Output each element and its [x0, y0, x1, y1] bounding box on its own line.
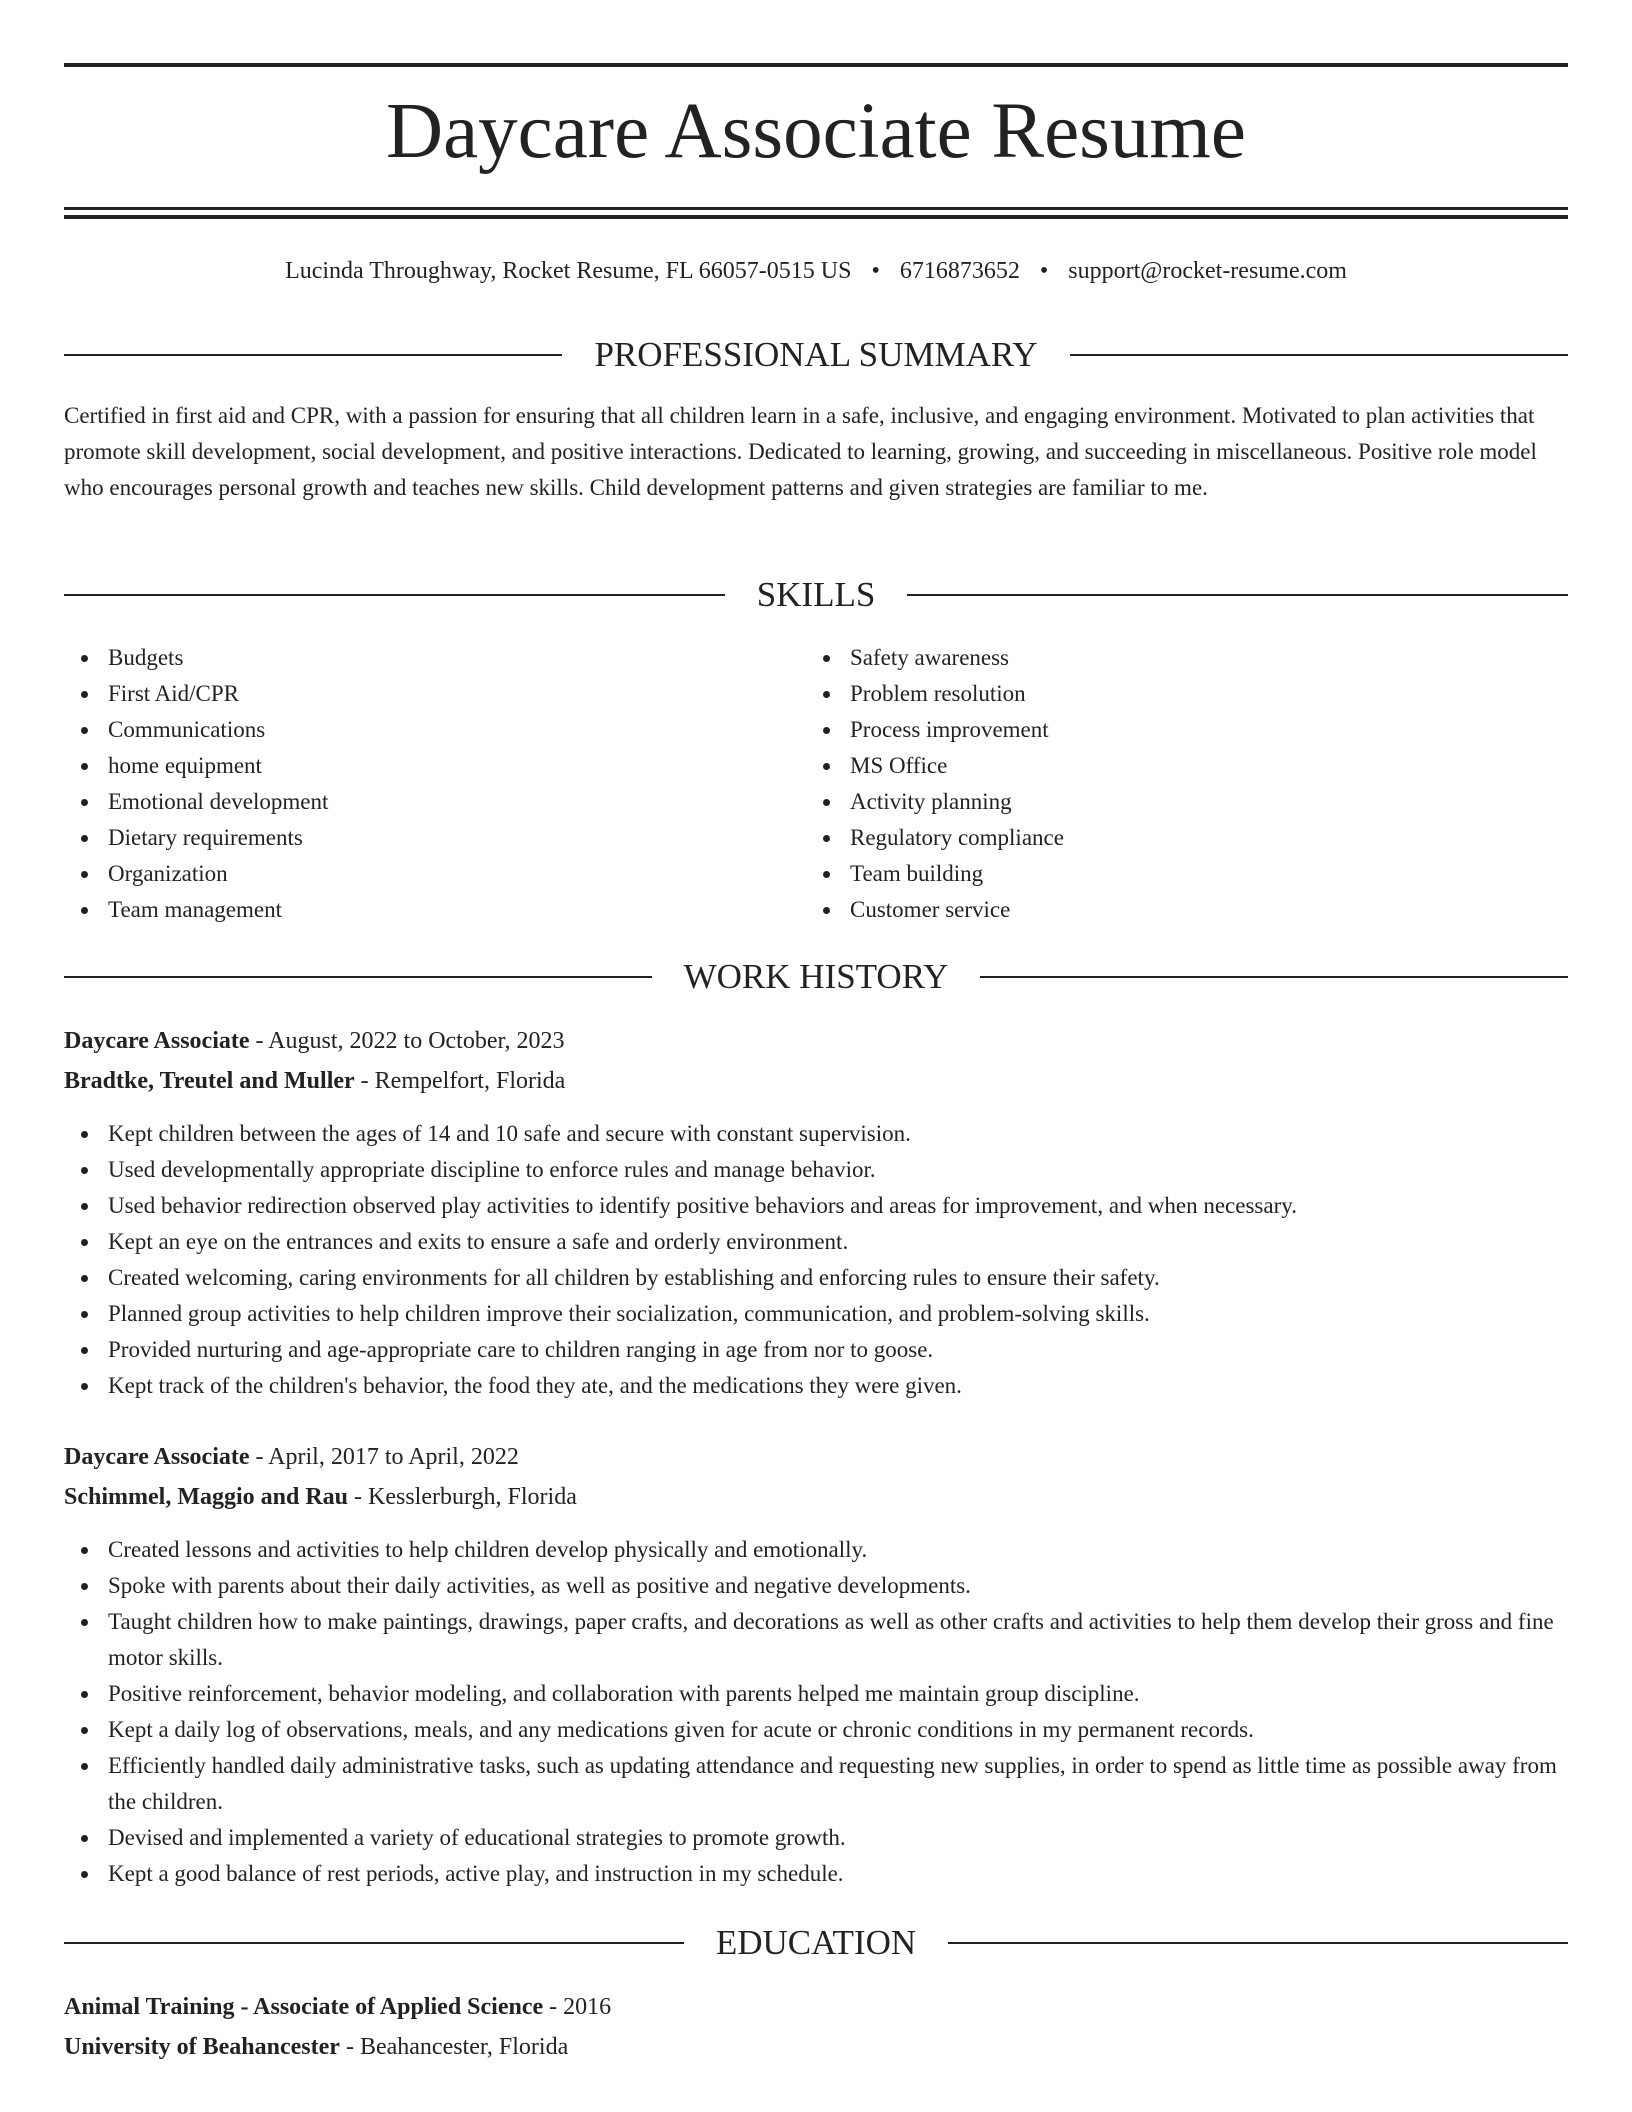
- job-bullet: Devised and implemented a variety of educational strategies to promote growth.: [64, 1820, 1568, 1856]
- job-title-line: [64, 1437, 1568, 1477]
- job-bullet: Efficiently handled daily administrative tasks, such as updating attendance and requesting new supplies, in order to spend as little time as possible away from the children.: [64, 1748, 1568, 1820]
- education-heading: EDUCATION: [715, 1923, 917, 1962]
- job-bullets: [64, 1532, 1568, 1892]
- contact-separator: •: [1039, 258, 1049, 284]
- job-bullet: Kept children between the ages of 14 and 10 safe and secure with constant supervision.: [64, 1116, 1568, 1152]
- heading-rule: [64, 594, 725, 596]
- skills-right-column: [806, 640, 1506, 928]
- skills-left-column: [64, 640, 764, 928]
- skill-item: Emotional development: [64, 784, 764, 820]
- summary-section-heading: [64, 332, 1568, 378]
- job-title: Daycare Associate: [64, 1444, 250, 1470]
- skills-list-right: [806, 640, 1506, 928]
- job-bullet: Planned group activities to help children improve their socialization, communication, and problem-solving skills.: [64, 1296, 1568, 1332]
- education-year: - 2016: [543, 1994, 612, 2020]
- job-title-line: [64, 1021, 1568, 1061]
- skill-item: Safety awareness: [806, 640, 1506, 676]
- summary-heading: PROFESSIONAL SUMMARY: [594, 335, 1038, 374]
- contact-separator: •: [871, 258, 880, 284]
- summary-text: Certified in first aid and CPR, with a passion for ensuring that all children learn in a safe, inclusive, and engaging environment. Motivated to plan activities that promote skill development, social development, and positive interactions. Dedicated to learning, growing, and succeeding in miscellaneous. Positive role model who encourages personal growth and teaches new skills. Child development patterns and given strategies are familiar to me.: [64, 403, 1537, 500]
- job-company-line: [64, 1477, 1568, 1517]
- job-company: Schimmel, Maggio and Rau: [64, 1484, 349, 1510]
- heading-rule: [980, 976, 1568, 978]
- job-bullet: Positive reinforcement, behavior modeling, and collaboration with parents helped me maintain group discipline.: [64, 1676, 1568, 1712]
- work-section-heading: [64, 954, 1568, 1000]
- contact-email[interactable]: support@rocket-resume.com: [1068, 258, 1347, 284]
- job-bullet: Spoke with parents about their daily activities, as well as positive and negative developments.: [64, 1568, 1568, 1604]
- skills-list-left: [64, 640, 764, 928]
- job-dates: - April, 2017 to April, 2022: [249, 1444, 519, 1470]
- skill-item: Process improvement: [806, 712, 1506, 748]
- job-bullet: Kept a good balance of rest periods, active play, and instruction in my schedule.: [64, 1856, 1568, 1892]
- heading-rule: [64, 1942, 684, 1944]
- skill-item: Regulatory compliance: [806, 820, 1506, 856]
- education-school-line: [64, 2027, 1568, 2067]
- skill-item: Budgets: [64, 640, 764, 676]
- skill-item: MS Office: [806, 748, 1506, 784]
- skill-item: Dietary requirements: [64, 820, 764, 856]
- education-location: - Beahancester, Florida: [339, 2034, 569, 2060]
- contact-line: [64, 253, 1568, 289]
- job-title: Daycare Associate: [64, 1028, 250, 1054]
- job-company: Bradtke, Treutel and Muller: [64, 1068, 355, 1094]
- job-bullet: Kept track of the children's behavior, the food they ate, and the medications they were given.: [64, 1368, 1568, 1404]
- work-heading: WORK HISTORY: [683, 957, 949, 996]
- education-degree: Animal Training - Associate of Applied Science: [64, 1994, 544, 2020]
- heading-rule: [64, 354, 562, 356]
- skill-item: Communications: [64, 712, 764, 748]
- skill-item: First Aid/CPR: [64, 676, 764, 712]
- heading-rule: [1070, 354, 1568, 356]
- job-bullet: Kept an eye on the entrances and exits to ensure a safe and orderly environment.: [64, 1224, 1568, 1260]
- job-bullet: Used behavior redirection observed play activities to identify positive behaviors and areas for improvement, and when necessary.: [64, 1188, 1568, 1224]
- contact-address: Lucinda Throughway, Rocket Resume, FL 66057-0515 US: [285, 258, 852, 284]
- job-location: - Rempelfort, Florida: [354, 1068, 566, 1094]
- title-top-rule: [64, 63, 1568, 67]
- skill-item: home equipment: [64, 748, 764, 784]
- job-location: - Kesslerburgh, Florida: [348, 1484, 577, 1510]
- skill-item: Organization: [64, 856, 764, 892]
- skills-heading: SKILLS: [756, 575, 876, 614]
- job-bullets: [64, 1116, 1568, 1404]
- skill-item: Problem resolution: [806, 676, 1506, 712]
- skill-item: Team building: [806, 856, 1506, 892]
- contact-phone: 6716873652: [899, 258, 1020, 284]
- resume-title: Daycare Associate Resume: [386, 88, 1246, 175]
- job-bullet: Provided nurturing and age-appropriate care to children ranging in age from nor to goose.: [64, 1332, 1568, 1368]
- job-bullet: Created lessons and activities to help children develop physically and emotionally.: [64, 1532, 1568, 1568]
- skill-item: Customer service: [806, 892, 1506, 928]
- education-school: University of Beahancester: [64, 2034, 340, 2060]
- job-company-line: [64, 1061, 1568, 1101]
- skill-item: Team management: [64, 892, 764, 928]
- job-bullet: Used developmentally appropriate discipline to enforce rules and manage behavior.: [64, 1152, 1568, 1188]
- education-section-heading: [64, 1920, 1568, 1966]
- education-degree-line: [64, 1987, 1568, 2027]
- heading-rule: [64, 976, 652, 978]
- title-bottom-double-rule: [64, 207, 1568, 219]
- skills-section-heading: [64, 572, 1568, 618]
- job-bullet: Kept a daily log of observations, meals, and any medications given for acute or chronic conditions in my permanent records.: [64, 1712, 1568, 1748]
- job-bullet: Created welcoming, caring environments for all children by establishing and enforcing rules to ensure their safety.: [64, 1260, 1568, 1296]
- heading-rule: [948, 1942, 1568, 1944]
- heading-rule: [907, 594, 1568, 596]
- job-bullet: Taught children how to make paintings, drawings, paper crafts, and decorations as well as other crafts and activities to help them develop their gross and fine motor skills.: [64, 1604, 1568, 1676]
- job-dates: - August, 2022 to October, 2023: [249, 1028, 565, 1054]
- skill-item: Activity planning: [806, 784, 1506, 820]
